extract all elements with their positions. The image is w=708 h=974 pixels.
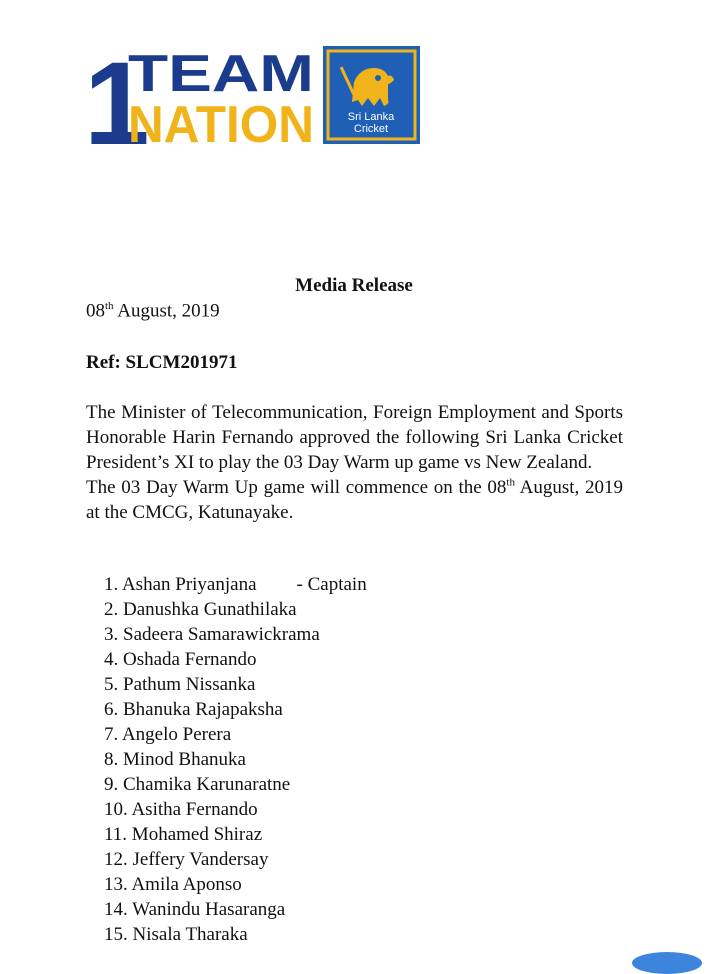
date-day: 08 [86, 300, 105, 322]
player-name: 8. Minod Bhanuka [104, 749, 246, 770]
player-name: 9. Chamika Karunaratne [104, 774, 291, 795]
player-name: 11. Mohamed Shiraz [104, 824, 263, 845]
list-item [104, 647, 367, 672]
list-item [104, 622, 367, 647]
player-name: 4. Oshada Fernando [104, 649, 257, 670]
player-name: 6. Bhanuka Rajapaksha [104, 699, 283, 720]
list-item [104, 822, 367, 847]
logo-team-text: TEAM [128, 45, 314, 103]
list-item [104, 847, 367, 872]
list-item [104, 572, 367, 597]
paragraph-approval: The Minister of Telecommunication, Foreign Employment and Sports Honorable Harin Fernando approved the following Sri Lanka Cricket President’s XI to play the 03 Day Warm up game vs New Zealand. [86, 402, 623, 473]
list-item [104, 672, 367, 697]
player-name: 13. Amila Aponso [104, 874, 242, 895]
list-item [104, 597, 367, 622]
list-item [104, 922, 367, 947]
schedule-end: August, 2019 at the CMCG, Katunayake. [86, 477, 623, 523]
player-name: 3. Sadeera Samarawickrama [104, 624, 320, 645]
release-title: Media Release [295, 275, 413, 296]
date-rest: August, 2019 [113, 300, 220, 322]
date-suffix: th [105, 300, 114, 312]
badge-line2: Cricket [353, 123, 389, 135]
player-name: 14. Wanindu Hasaranga [104, 899, 286, 920]
list-item [104, 897, 367, 922]
player-name: 2. Danushka Gunathilaka [104, 599, 297, 620]
logo-graphic [84, 44, 424, 148]
list-item [104, 872, 367, 897]
badge-line1: Sri Lanka [347, 111, 395, 123]
corner-decoration [632, 952, 702, 974]
player-name: 1. Ashan Priyanjana [104, 574, 257, 595]
schedule-sup: th [506, 476, 515, 489]
team-nation-logo [84, 44, 424, 148]
list-item [104, 722, 367, 747]
player-name: 10. Asitha Fernando [104, 799, 258, 820]
paragraph-schedule [86, 475, 623, 525]
player-name: 7. Angelo Perera [104, 724, 232, 745]
schedule-start: The 03 Day Warm Up game will commence on the 08 [86, 477, 507, 498]
player-name: 5. Pathum Nissanka [104, 674, 256, 695]
list-item [104, 697, 367, 722]
sri-lanka-cricket-badge [323, 46, 420, 144]
logo-nation-text: NATION [128, 96, 314, 148]
player-name: 15. Nisala Tharaka [104, 924, 248, 945]
list-item [104, 747, 367, 772]
captain-tag: - Captain [296, 574, 367, 595]
player-name: 12. Jeffery Vandersay [104, 849, 269, 870]
release-date [86, 300, 220, 322]
logo-numeral: 1 [84, 44, 150, 148]
squad-list [104, 572, 367, 947]
release-body [86, 400, 623, 525]
reference-number: Ref: SLCM201971 [86, 352, 238, 373]
list-item [104, 797, 367, 822]
list-item [104, 772, 367, 797]
